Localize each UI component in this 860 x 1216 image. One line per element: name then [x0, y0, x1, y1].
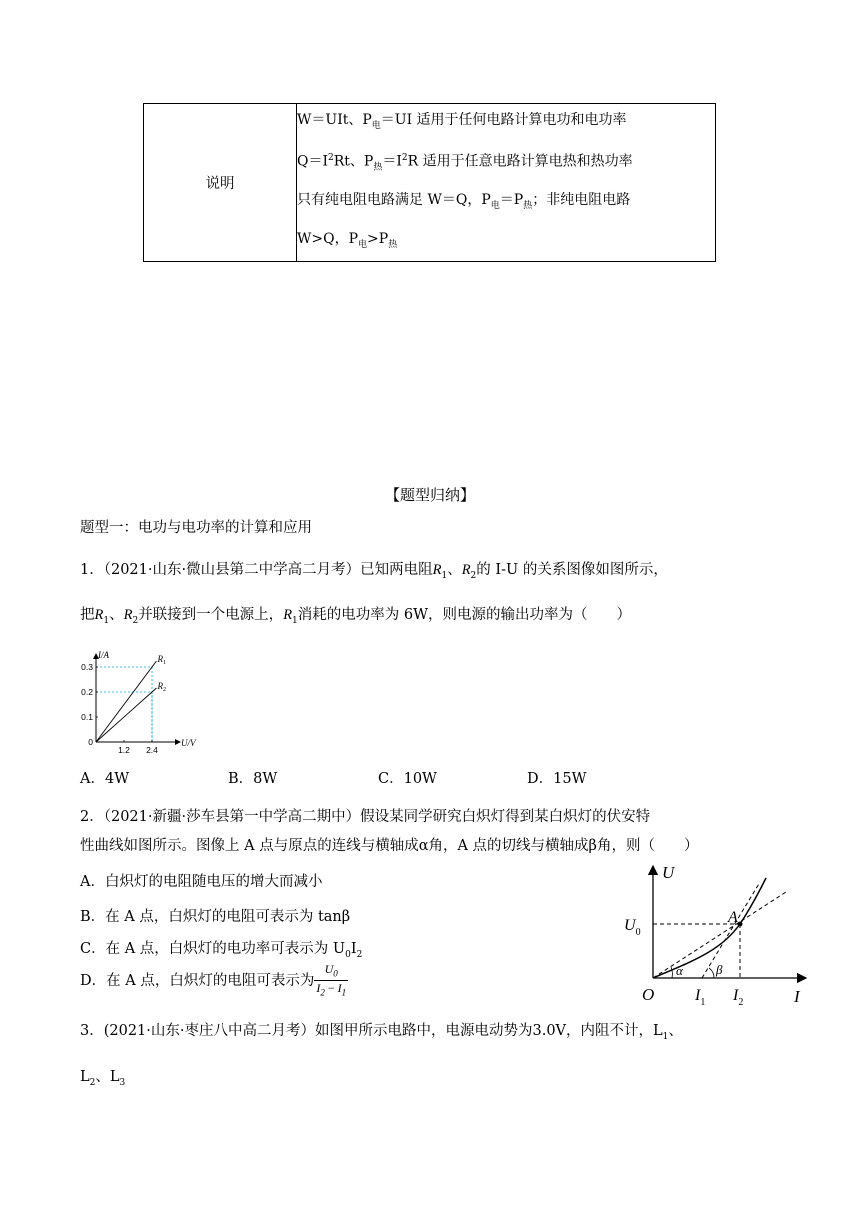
beta-arc: [709, 968, 714, 978]
table-content-cell: [297, 104, 716, 262]
characteristic-curve: [653, 878, 766, 978]
alpha-arc: [671, 967, 672, 978]
y-tick-label: 0.3: [81, 662, 93, 672]
q2-option-c[interactable]: C．在 A 点，白炽灯的电功率可表示为 $U_0I_2$: [80, 941, 363, 960]
q2-line-1: 2．（2021·新疆·莎车县第一中学高二期中）假设某同学研究白炽灯得到某白炽灯的伏安特: [80, 809, 651, 825]
table-line-1: W＝UIt、$P_电=UI$ 适用于任何电路计算电功和电功率: [297, 112, 627, 131]
table-label-cell: [144, 104, 297, 262]
point-a-marker: [738, 922, 743, 927]
tangent-line: [702, 882, 760, 978]
origin-label: O: [642, 985, 655, 1004]
table-line-2: $Q=I^2Rt$、$P_热=I^2R$ 适用于任意电路计算电热和热功率: [297, 153, 633, 173]
q1-line-2: 把$R_1$、$R_2$并联接到一个电源上，$R_1$消耗的电功率为 6W，则电源的输出功率为（ ）: [80, 607, 632, 626]
q2-option-b[interactable]: B．在 A 点，白炽灯的电阻可表示为 tanβ: [80, 909, 351, 925]
series-lines: [96, 654, 166, 742]
type1-title: 题型一：电功与电功率的计算和应用: [80, 520, 312, 536]
series-label-r1: $R_1$: [157, 654, 166, 666]
y-tick-label: 0.2: [81, 687, 93, 697]
series-label-r2: $R_2$: [157, 681, 166, 693]
x-tick-label: 1.2: [118, 745, 130, 755]
table-label: 说明: [205, 175, 235, 192]
alpha-label: α: [676, 963, 683, 978]
q2-ui-graph: [620, 862, 810, 1007]
q3-line-2: $L_2$、$L_3$: [80, 1069, 126, 1088]
q1-option-c[interactable]: C．10W: [378, 771, 437, 787]
y-tick-label: 0: [88, 737, 93, 747]
q1-iu-chart: [76, 650, 206, 760]
section-title: 【题型归纳】: [384, 486, 475, 504]
y-tick-label: 0.1: [81, 712, 93, 722]
point-a-label: A: [728, 909, 738, 926]
i-axis-label: I: [794, 987, 800, 1006]
q2-option-d[interactable]: D．在 A 点，白炽灯的电阻可表示为 $\frac{U_0}{I_2 - I_1}$: [80, 962, 347, 998]
q2-option-a[interactable]: A．白炽灯的电阻随电压的增大而减小: [80, 874, 323, 890]
beta-label: β: [716, 962, 723, 977]
tick-labels: [81, 662, 158, 755]
resistance-fraction: $\frac{U_0}{I_2 - I_1}$: [316, 962, 347, 998]
x-axis-label: U/V: [181, 738, 196, 748]
table-line-4: W>Q，$P_电>P_热$: [297, 230, 398, 250]
q1-option-a[interactable]: A．4W: [80, 771, 130, 787]
q1-option-b[interactable]: B．8W: [228, 771, 278, 787]
u0-label: $U_0$: [624, 917, 641, 938]
explanation-table: [143, 103, 716, 262]
table-line-3: 只有纯电阻电路满足 W＝Q，$P_电=P_热$；非纯电阻电路: [297, 192, 631, 212]
y-axis-label: I/A: [98, 650, 109, 660]
series-line-r2: [96, 688, 156, 742]
q1-line-1: 1．（2021·山东·微山县第二中学高二月考）已知两电阻$R_1$、$R_2$的 I-U 的关系图像如图所示，: [80, 562, 668, 581]
i2-label: $I_2$: [733, 987, 744, 1007]
q1-option-d[interactable]: D．15W: [527, 771, 587, 787]
i1-label: $I_1$: [695, 987, 706, 1007]
u-axis-label: U: [662, 863, 675, 882]
q2-line-2: 性曲线如图所示。图像上 A 点与原点的连线与横轴成α角，A 点的切线与横轴成β角，则（ ）: [80, 838, 699, 854]
q3-line-1: 3．(2021·山东·枣庄八中高二月考）如图甲所示电路中，电源电动势为3.0V，内阻不计，$L_1$、: [80, 1023, 683, 1042]
series-line-r1: [96, 661, 156, 742]
x-tick-label: 2.4: [146, 745, 158, 755]
